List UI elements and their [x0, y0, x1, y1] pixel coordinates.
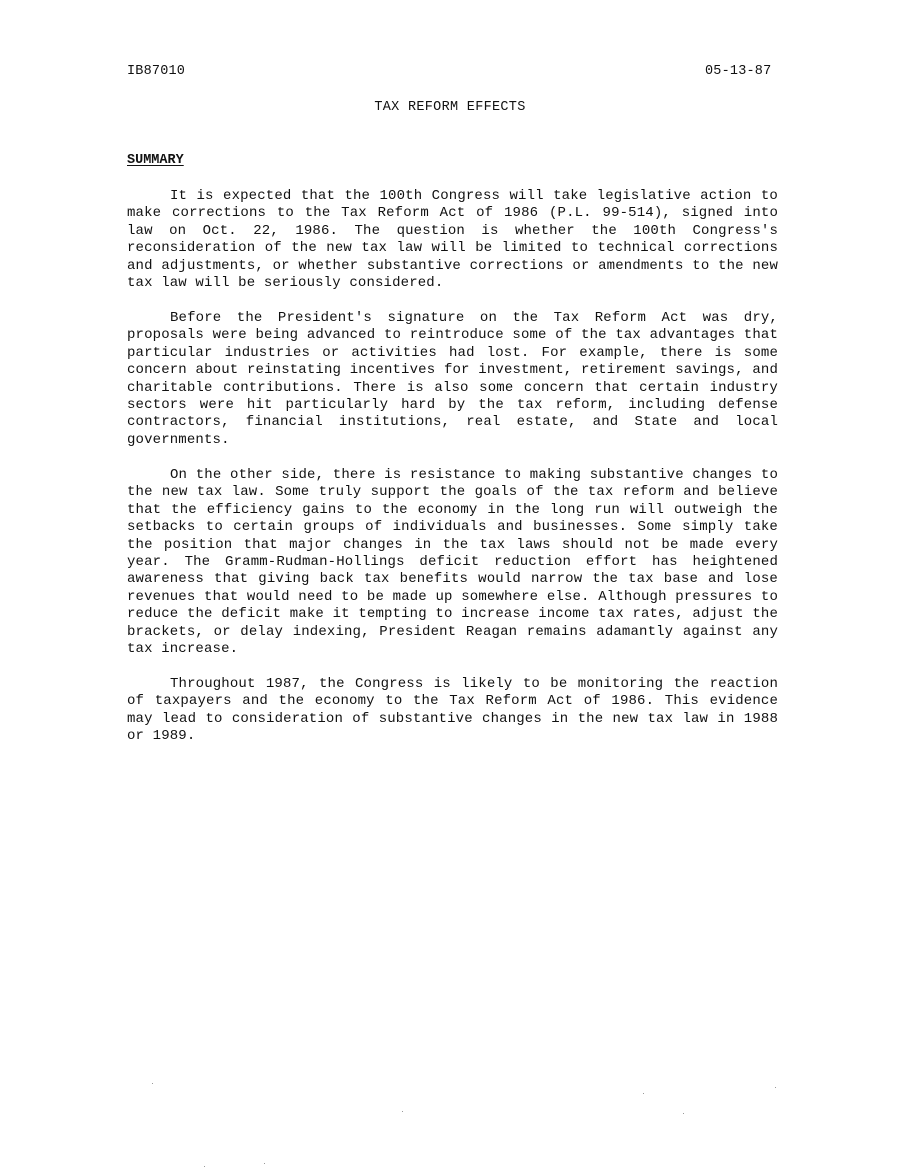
summary-paragraph-3: On the other side, there is resistance to making substantive changes to the new tax law. Some truly support the goals of the tax reform and believe that the efficiency gains to the economy in the long run will outweigh the setbacks to certain groups of individuals and businesses. Some simply take the position that major changes in the tax laws should not be made every year. The Gramm-Rudman-Hollings deficit reduction effort has heightened awareness that giving back tax benefits would narrow the tax base and lose revenues that would need to be made up somewhere else. Although pressures to reduce the deficit make it tempting to increase income tax rates, adjust the brackets, or delay indexing, President Reagan remains adamantly against any tax increase. [127, 466, 778, 657]
summary-body [127, 188, 778, 763]
scan-speck [775, 1087, 776, 1088]
scan-speck [402, 1111, 403, 1112]
scan-speck [643, 1093, 644, 1094]
page-title: TAX REFORM EFFECTS [374, 100, 526, 115]
document-date: 05-13-87 [705, 64, 772, 79]
scan-speck [683, 1113, 684, 1114]
summary-paragraph-1: It is expected that the 100th Congress will take legislative action to make corrections to the Tax Reform Act of 1986 (P.L. 99-514), signed into law on Oct. 22, 1986. The question is whether the 100th Congress's reconsideration of the new tax law will be limited to technical corrections and adjustments, or whether substantive corrections or amendments to the new tax law will be seriously considered. [127, 188, 778, 292]
summary-paragraph-2: Before the President's signature on the Tax Reform Act was dry, proposals were being advanced to reintroduce some of the tax advantages that particular industries or activities had lost. For example, there is some concern about reinstating incentives for investment, retirement savings, and charitable contributions. There is also some concern that certain industry sectors were hit particularly hard by the tax reform, including defense contractors, financial institutions, real estate, and State and local governments. [127, 310, 778, 448]
scan-speck [204, 1166, 205, 1167]
document-id: IB87010 [127, 64, 186, 79]
scan-speck [264, 1163, 265, 1164]
summary-paragraph-4: Throughout 1987, the Congress is likely to be monitoring the reaction of taxpayers and the economy to the Tax Reform Act of 1986. This evidence may lead to consideration of substantive changes in the new tax law in 1988 or 1989. [127, 675, 778, 745]
section-heading-summary: SUMMARY [127, 153, 184, 168]
scan-speck [152, 1083, 153, 1084]
